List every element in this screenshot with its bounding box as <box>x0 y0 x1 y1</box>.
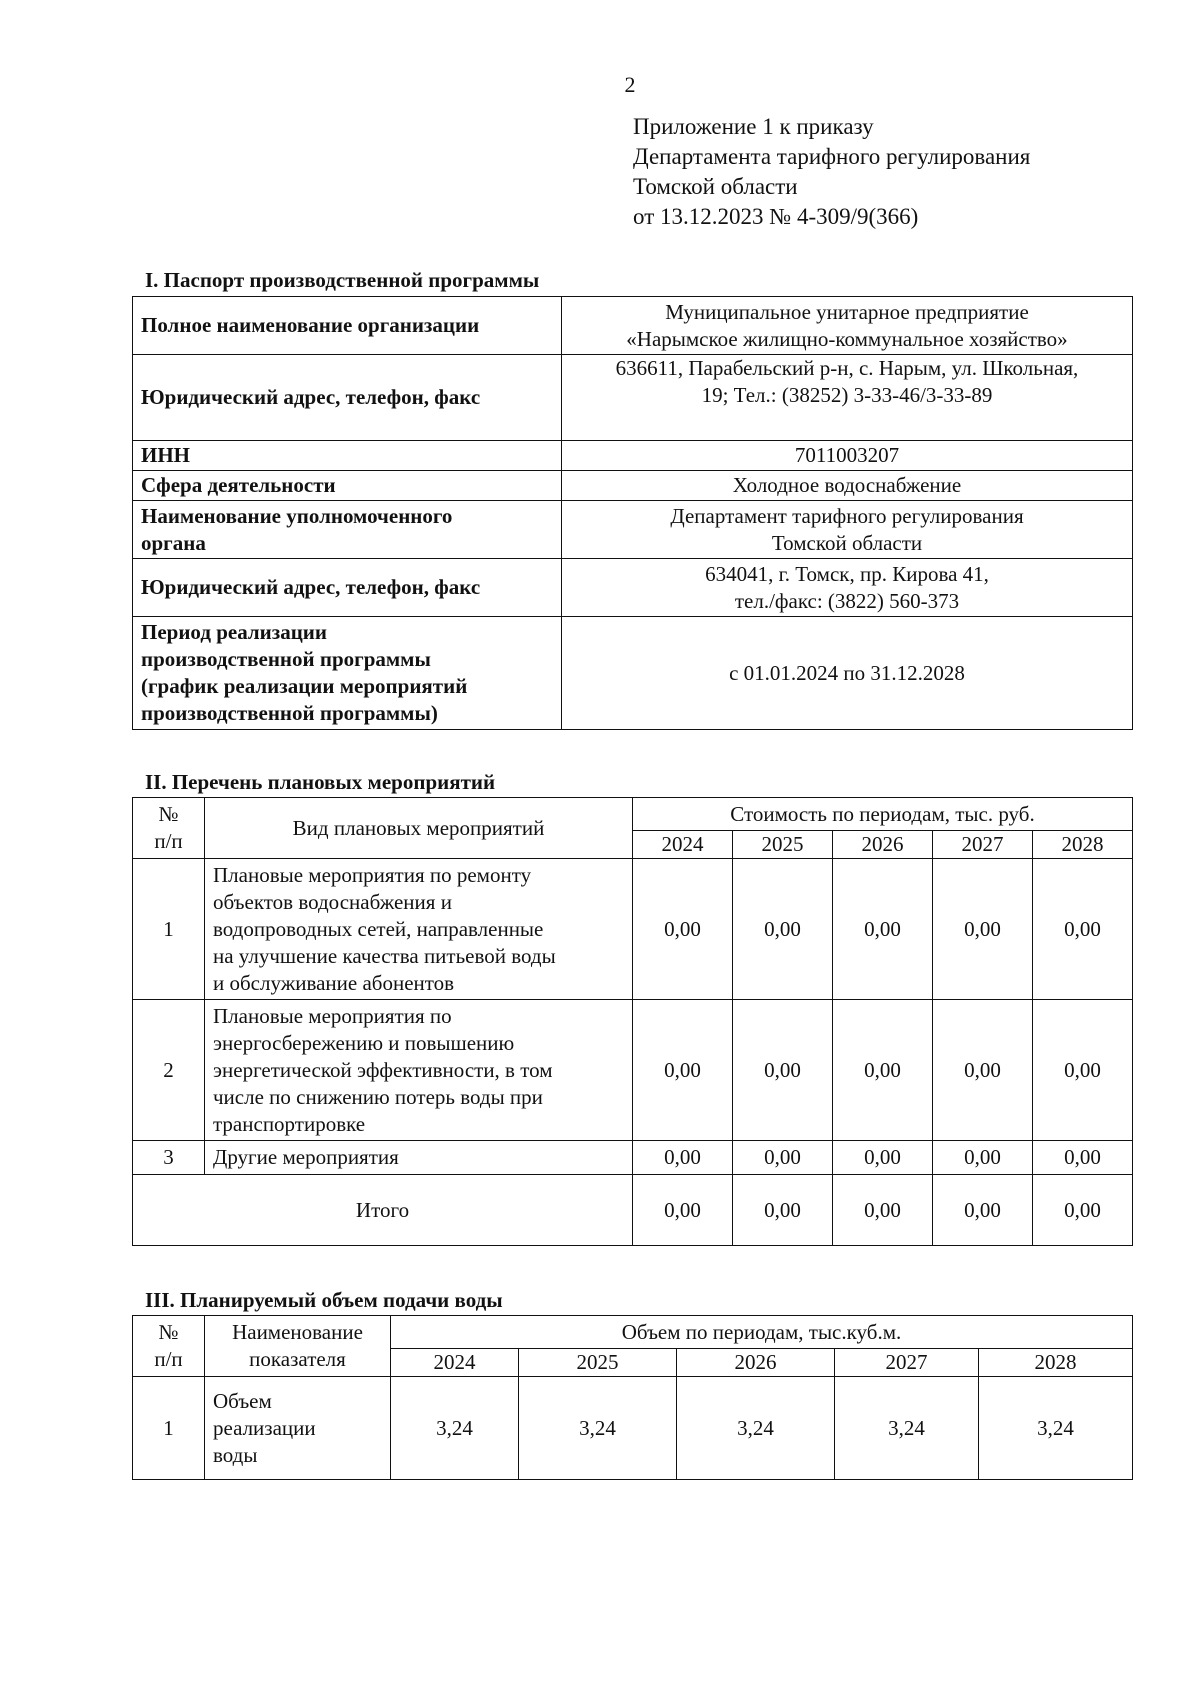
row-value: 634041, г. Томск, пр. Кирова 41, тел./факс: (3822) 560-373 <box>562 559 1133 617</box>
approval-block <box>633 112 1030 232</box>
row-value: 0,00 <box>833 1141 933 1175</box>
row-label: Наименование уполномоченного органа <box>133 501 562 559</box>
row-name: Другие мероприятия <box>205 1141 633 1175</box>
header-year: 2024 <box>633 831 733 859</box>
row-value: Муниципальное унитарное предприятие «Нарымское жилищно-коммунальное хозяйство» <box>562 297 1133 355</box>
row-value: 0,00 <box>933 1000 1033 1141</box>
row-value: 3,24 <box>979 1377 1133 1480</box>
approval-line: от 13.12.2023 № 4-309/9(366) <box>633 204 919 229</box>
activities-table <box>132 797 1133 1246</box>
header-year: 2024 <box>391 1349 519 1377</box>
row-value: 636611, Парабельский р-н, с. Нарым, ул. Школьная, 19; Тел.: (38252) 3-33-46/3-33-89 <box>562 355 1133 441</box>
table-row <box>133 297 1133 355</box>
row-value: 0,00 <box>1033 859 1133 1000</box>
row-value: 0,00 <box>633 859 733 1000</box>
total-value: 0,00 <box>833 1175 933 1246</box>
table-row <box>133 617 1133 730</box>
row-value: 0,00 <box>1033 1000 1133 1141</box>
row-value: 0,00 <box>733 1000 833 1141</box>
row-value: 3,24 <box>519 1377 677 1480</box>
row-value: 0,00 <box>1033 1141 1133 1175</box>
total-value: 0,00 <box>1033 1175 1133 1246</box>
row-value: Департамент тарифного регулирования Томской области <box>562 501 1133 559</box>
header-year: 2026 <box>833 831 933 859</box>
section-title-passport: I. Паспорт производственной программы <box>145 268 540 292</box>
row-value: 0,00 <box>833 859 933 1000</box>
header-indicator-name: Наименование показателя <box>205 1316 391 1377</box>
row-number: 1 <box>133 1377 205 1480</box>
total-value: 0,00 <box>933 1175 1033 1246</box>
header-number: № п/п <box>133 798 205 859</box>
header-year: 2028 <box>1033 831 1133 859</box>
total-label: Итого <box>133 1175 633 1246</box>
row-value: 3,24 <box>677 1377 835 1480</box>
header-year: 2025 <box>733 831 833 859</box>
row-label: Период реализации производственной программы (график реализации мероприятий производственной программы) <box>133 617 562 730</box>
row-value: Холодное водоснабжение <box>562 471 1133 501</box>
header-year: 2028 <box>979 1349 1133 1377</box>
row-name: Объем реализации воды <box>205 1377 391 1480</box>
row-number: 1 <box>133 859 205 1000</box>
approval-line: Томской области <box>633 174 798 199</box>
table-row <box>133 559 1133 617</box>
row-value: 0,00 <box>633 1141 733 1175</box>
table-row <box>133 1141 1133 1175</box>
table-row <box>133 1377 1133 1480</box>
header-year: 2027 <box>835 1349 979 1377</box>
table-row <box>133 1000 1133 1141</box>
table-row <box>133 859 1133 1000</box>
row-value: 3,24 <box>835 1377 979 1480</box>
row-number: 2 <box>133 1000 205 1141</box>
row-label: Юридический адрес, телефон, факс <box>133 559 562 617</box>
section-title-water-volume: III. Планируемый объем подачи воды <box>145 1288 503 1312</box>
table-header-row <box>133 798 1133 831</box>
page-number: 2 <box>624 72 636 97</box>
row-label: Полное наименование организации <box>133 297 562 355</box>
header-activity-kind: Вид плановых мероприятий <box>205 798 633 859</box>
row-label: Юридический адрес, телефон, факс <box>133 355 562 441</box>
table-header-row <box>133 1316 1133 1349</box>
row-value: с 01.01.2024 по 31.12.2028 <box>562 617 1133 730</box>
row-value: 0,00 <box>933 1141 1033 1175</box>
row-value: 0,00 <box>933 859 1033 1000</box>
row-value: 0,00 <box>833 1000 933 1141</box>
table-row <box>133 355 1133 441</box>
table-total-row <box>133 1175 1133 1246</box>
row-value: 0,00 <box>633 1000 733 1141</box>
header-volume: Объем по периодам, тыс.куб.м. <box>391 1316 1133 1349</box>
row-value: 7011003207 <box>562 441 1133 471</box>
table-row <box>133 471 1133 501</box>
row-name: Плановые мероприятия по ремонту объектов водоснабжения и водопроводных сетей, направленные на улучшение качества питьевой воды и обслуживание абонентов <box>205 859 633 1000</box>
approval-line: Приложение 1 к приказу <box>633 114 874 139</box>
header-year: 2026 <box>677 1349 835 1377</box>
passport-table <box>132 296 1133 730</box>
table-row <box>133 441 1133 471</box>
approval-line: Департамента тарифного регулирования <box>633 144 1031 169</box>
row-value: 0,00 <box>733 1141 833 1175</box>
header-cost: Стоимость по периодам, тыс. руб. <box>633 798 1133 831</box>
row-value: 0,00 <box>733 859 833 1000</box>
row-label: ИНН <box>133 441 562 471</box>
header-year: 2025 <box>519 1349 677 1377</box>
water-volume-table <box>132 1315 1133 1480</box>
header-year: 2027 <box>933 831 1033 859</box>
row-value: 3,24 <box>391 1377 519 1480</box>
table-row <box>133 501 1133 559</box>
row-number: 3 <box>133 1141 205 1175</box>
section-title-activities: II. Перечень плановых мероприятий <box>145 770 496 794</box>
header-number: № п/п <box>133 1316 205 1377</box>
total-value: 0,00 <box>633 1175 733 1246</box>
row-name: Плановые мероприятия по энергосбережению и повышению энергетической эффективности, в том числе по снижению потерь воды при транспортировке <box>205 1000 633 1141</box>
row-label: Сфера деятельности <box>133 471 562 501</box>
total-value: 0,00 <box>733 1175 833 1246</box>
